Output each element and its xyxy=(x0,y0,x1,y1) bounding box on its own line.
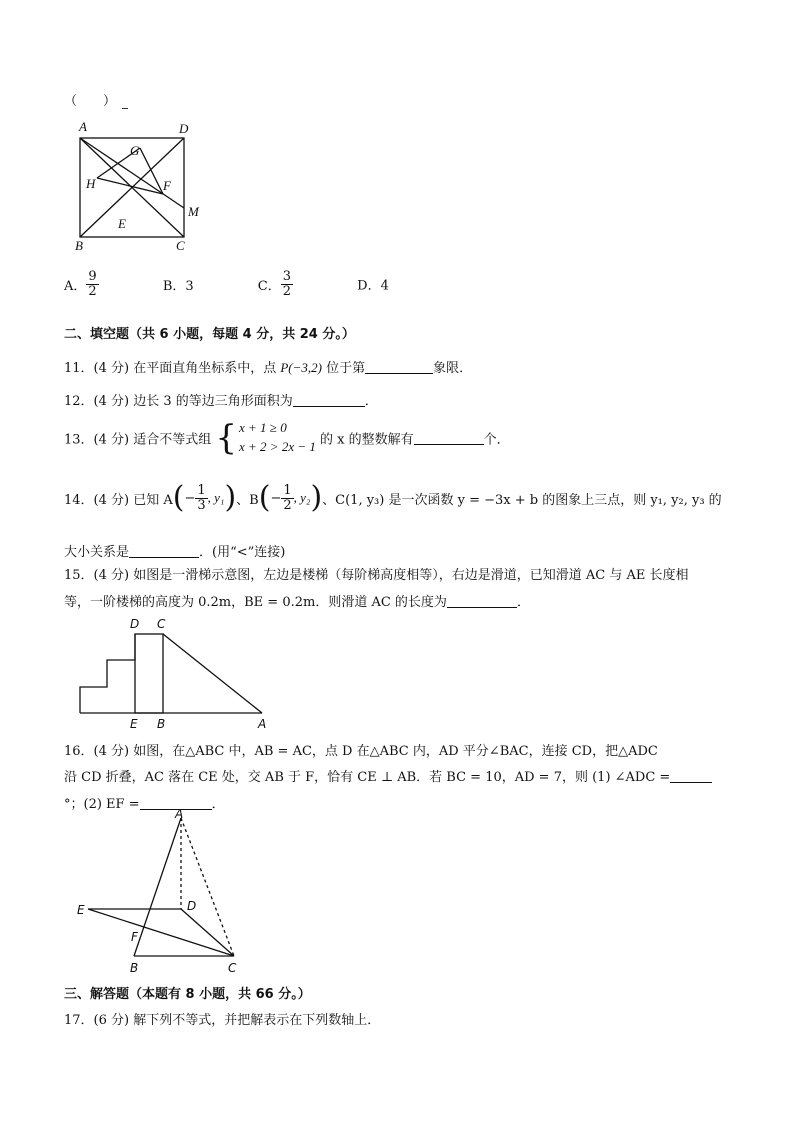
q13: 13．(4 分) 适合不等式组 { x + 1 ≥ 0 x + 2 > 2x − 1 的 x 的整数解有 个． xyxy=(64,417,510,458)
q10-figure xyxy=(70,118,210,258)
q16-label-b: B xyxy=(130,961,139,975)
q16-label-d: D xyxy=(187,899,197,913)
q10-option-a-fraction: $\frac{9}{2}$ xyxy=(88,269,97,299)
q10-label-b: B xyxy=(75,238,83,253)
q14-answer-blank[interactable] xyxy=(129,544,199,558)
q10-option-c-fraction: $\frac{3}{2}$ xyxy=(282,269,292,299)
section2-heading: 二、填空题（共 6 小题，每题 4 分，共 24 分。） xyxy=(64,327,355,342)
q15-label-c: C xyxy=(157,617,166,631)
q10-label-g: G xyxy=(130,143,140,158)
q13-answer-blank[interactable] xyxy=(414,431,484,445)
q12: 12．(4 分) 边长 3 的等边三角形面积为 ． xyxy=(64,394,378,409)
q10-option-b[interactable]: B．3 xyxy=(162,278,194,294)
q16-label-e: E xyxy=(77,903,85,917)
q13-inequality-system: { x + 1 ≥ 0 x + 2 > 2x − 1 xyxy=(215,417,316,458)
q14-a-fraction: $\frac{1}{3}$ xyxy=(197,482,206,513)
q15-label-b: B xyxy=(157,717,166,731)
q10-label-c: C xyxy=(176,238,185,253)
q16-label-a: A xyxy=(175,807,184,821)
q10-label-m: M xyxy=(188,204,199,219)
q10-stray-mark xyxy=(122,108,128,109)
q12-answer-blank[interactable] xyxy=(293,393,365,407)
q16-answer-blank-1[interactable] xyxy=(670,769,712,783)
q10-answer-paren: （ ） xyxy=(64,94,117,109)
q14-line1: 14．(4 分) 已知 A ( − $\frac{1}{3}$ , y₁ ) 、B ( − $\frac{1}{2}$ , y₂ ) 、C(1, y₃) 是一次函数 y = −3x + b 的图象上三点，则 y₁, y₂, y₃ 的 xyxy=(64,480,722,515)
q10-option-a[interactable]: A． $\frac{9}{2}$ xyxy=(64,269,97,299)
q16-line2: 沿 CD 折叠，AC 落在 CE 处，交 AB 于 F，恰有 CE ⊥ AB．若 BC = 10，AD = 7，则 (1) ∠ADC = xyxy=(64,766,712,785)
q17: 17．(6 分) 解下列不等式，并把解表示在下列数轴上． xyxy=(64,1013,381,1028)
q15-line2: 等，一阶楼梯的高度为 0.2m，BE = 0.2m．则滑道 AC 的长度为 ． xyxy=(64,595,530,610)
q15-slide-figure xyxy=(74,612,284,732)
q10-label-a: A xyxy=(79,119,87,134)
q10-label-h: H xyxy=(86,176,96,191)
q11: 11．(4 分) 在平面直角坐标系中，点 P(−3,2) 位于第 象限． xyxy=(64,360,473,376)
q15-answer-blank[interactable] xyxy=(447,594,517,608)
q10-options xyxy=(64,270,389,298)
q15-label-e: E xyxy=(130,717,138,731)
q11-answer-blank[interactable] xyxy=(365,360,433,374)
q10-option-c[interactable]: C． $\frac{3}{2}$ xyxy=(257,269,292,299)
q10-option-d[interactable]: D．4 xyxy=(357,278,389,294)
q14-b-fraction: $\frac{1}{2}$ xyxy=(283,482,292,513)
q10-label-f: F xyxy=(163,178,171,193)
section3-heading: 三、解答题（本题有 8 小题，共 66 分。） xyxy=(64,987,311,1002)
q16-triangle-figure xyxy=(74,806,254,976)
q15-line1: 15．(4 分) 如图是一滑梯示意图，左边是楼梯（每阶梯高度相等），右边是滑道，已知滑道 AC 与 AE 长度相 xyxy=(64,568,689,583)
q15-label-d: D xyxy=(130,617,140,631)
q10-label-e: E xyxy=(118,216,126,231)
q16-label-c: C xyxy=(228,961,237,975)
q16-line1: 16．(4 分) 如图，在△ABC 中，AB = AC，点 D 在△ABC 内，AD 平分∠BAC，连接 CD，把△ADC xyxy=(64,744,658,759)
q16-label-f: F xyxy=(131,930,138,944)
q10-label-d: D xyxy=(179,121,189,136)
q14-line2: 大小关系是 ．(用“<”连接) xyxy=(64,545,286,560)
q15-label-a: A xyxy=(258,717,267,731)
q16-line3: °；(2) EF = ． xyxy=(64,797,225,812)
